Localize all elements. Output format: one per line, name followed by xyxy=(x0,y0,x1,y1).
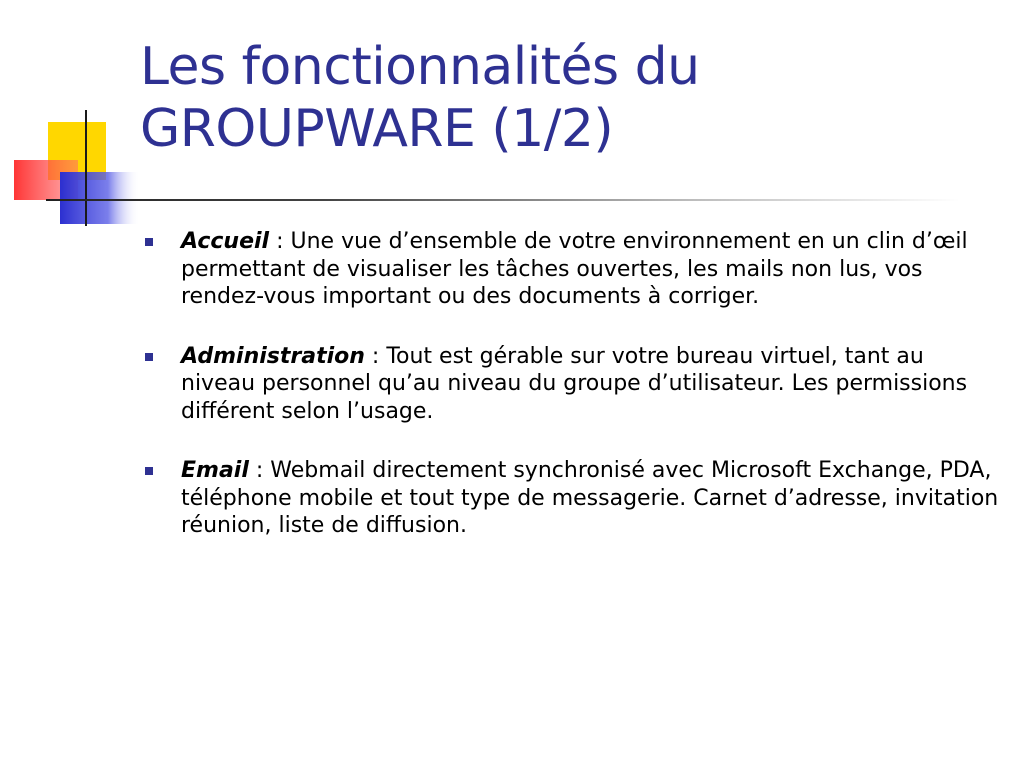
slide-title-line-2: GROUPWARE (1/2) xyxy=(140,99,614,159)
bullet-text: Tout est gérable sur votre bureau virtuel, tant au niveau personnel qu’au niveau du groupe d’utilisateur. Les permissions différent selon l’usage. xyxy=(181,343,968,424)
bullet-separator: : xyxy=(364,343,387,369)
slide-title-line-1: Les fonctionnalités du xyxy=(140,37,700,97)
bullet-list xyxy=(140,228,1000,572)
bullet-term: Accueil xyxy=(181,229,270,254)
bullet-text: Webmail directement synchronisé avec Microsoft Exchange, PDA, téléphone mobile et tout type de messagerie. Carnet d’adresse, invitation réunion, liste de diffusion. xyxy=(181,458,999,538)
bullet-separator: : xyxy=(269,229,291,254)
square-bullet-icon xyxy=(145,467,153,475)
blue-square xyxy=(60,172,140,224)
square-bullet-icon xyxy=(145,353,153,361)
bullet-text: Une vue d’ensemble de votre environnement en un clin d’œil permettant de visualiser les tâches ouvertes, les mails non lus, vos rendez-vous important ou des documents à corriger. xyxy=(181,229,968,309)
slide-title xyxy=(140,36,1000,160)
bullet-item-accueil xyxy=(140,228,1000,311)
bullet-item-administration xyxy=(140,343,1000,426)
bullet-term: Administration xyxy=(181,343,365,369)
decorative-corner-graphic xyxy=(0,0,140,240)
square-bullet-icon xyxy=(145,238,153,246)
title-divider-line xyxy=(50,199,960,201)
bullet-term: Email xyxy=(181,458,249,483)
bullet-item-email xyxy=(140,457,1000,540)
bullet-separator: : xyxy=(248,458,271,483)
